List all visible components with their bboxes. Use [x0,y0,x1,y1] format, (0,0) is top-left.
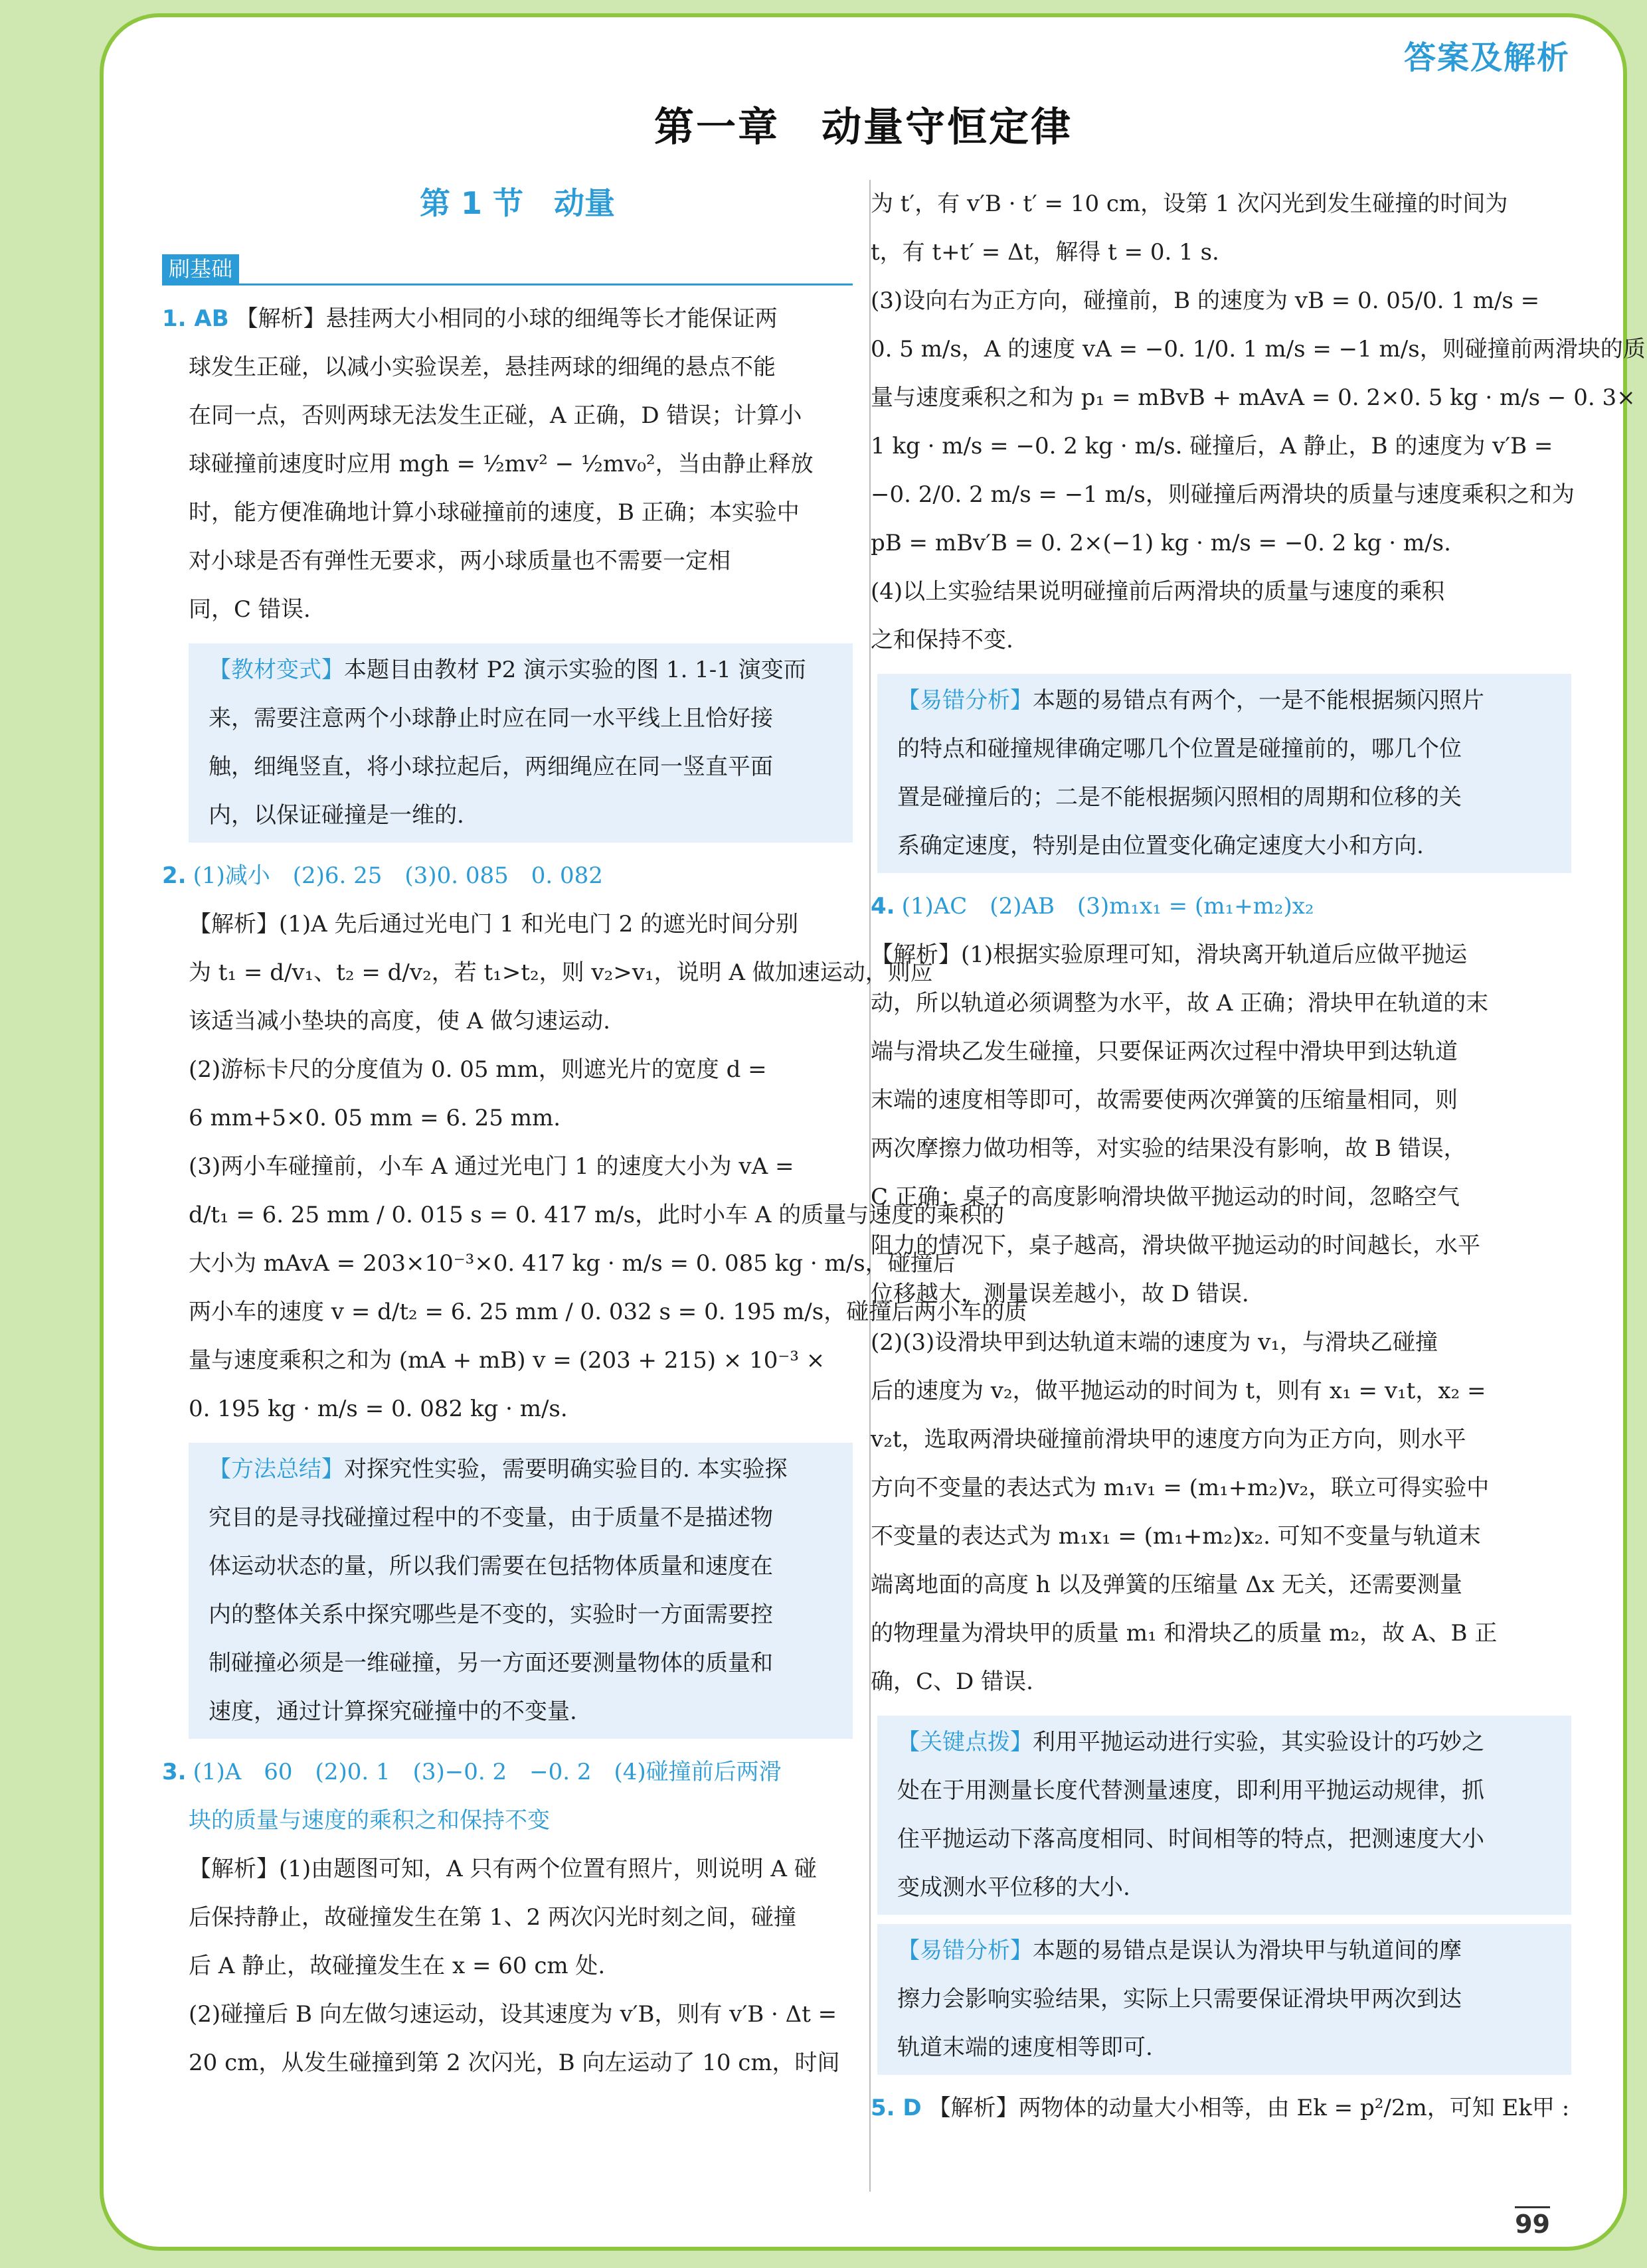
note-line: 触，细绳竖直，将小球拉起后，两细绳应在同一竖直平面 [209,754,773,780]
question-answer-line [871,2084,1571,2133]
text-line: 后的速度为 v₂，做平抛运动的时间为 t，则有 x₁ = v₁t，x₂ = [871,1378,1486,1404]
note-line: 轨道末端的速度相等即可. [897,2034,1153,2061]
note-line: 住平抛运动下落高度相同、时间相等的特点，把测速度大小 [897,1826,1484,1852]
question-answer-line [162,295,853,343]
text-line: −0. 2/0. 2 m/s = −1 m/s，则碰撞后两滑块的质量与速度乘积之和为 [871,481,1575,508]
text-line: 0. 195 kg · m/s = 0. 082 kg · m/s. [189,1396,568,1422]
text-line: 量与速度乘积之和为 (mA + mB) v = (203 + 215) × 10⁻³ × [189,1347,825,1374]
text-line: 同，C 错误. [189,596,311,623]
question-answer-line [162,1748,853,1797]
text-line: 端离地面的高度 h 以及弹簧的压缩量 Δx 无关，还需要测量 [871,1572,1462,1598]
text-line: 的物理量为滑块甲的质量 m₁ 和滑块乙的质量 m₂，故 A、B 正 [871,1620,1498,1647]
note-line: 内的整体关系中探究哪些是不变的，实验时一方面需要控 [209,1601,773,1628]
note-box [877,1924,1571,2075]
note-line: 来，需要注意两个小球静止时应在同一水平线上且恰好接 [209,705,773,732]
note-box [877,1716,1571,1915]
text-line: 不变量的表达式为 m₁x₁ = (m₁+m₂)x₂. 可知不变量与轨道末 [871,1523,1481,1550]
right-column [871,180,1646,2133]
note-label: 【易错分析】 [897,687,1033,714]
practice-tag-bar [162,254,853,285]
note-label: 【方法总结】 [209,1456,344,1483]
text-line: 为 t₁ = d/v₁、t₂ = d/v₂，若 t₁>t₂，则 v₂>v₁，说明 A 做加速运动，则应 [189,959,933,986]
question-answer-line [871,882,1571,931]
note-box [877,674,1571,873]
text-line: 阻力的情况下，桌子越高，滑块做平抛运动的时间越长，水平 [871,1232,1480,1259]
note-box [189,1443,853,1739]
text-line: 动，所以轨道必须调整为水平，故 A 正确；滑块甲在轨道的末 [871,990,1489,1016]
question-number: 4. [871,893,895,920]
note-label: 【教材变式】 [209,657,344,683]
text-line: 球碰撞前速度时应用 mgh = ½mv² − ½mv₀²，当由静止释放 [189,451,814,477]
text-line: 【解析】(1)由题图可知，A 只有两个位置有照片，则说明 A 碰 [189,1856,817,1882]
text-line: C 正确；桌子的高度影响滑块做平抛运动的时间，忽略空气 [871,1184,1460,1210]
note-line: 制碰撞必须是一维碰撞，另一方面还要测量物体的质量和 [209,1650,773,1676]
text-line: 位移越大，测量误差越小，故 D 错误. [871,1281,1249,1307]
note-line: 【易错分析】本题的易错点有两个，一是不能根据频闪照片 [897,687,1484,714]
text-line: 【解析】(1)A 先后通过光电门 1 和光电门 2 的遮光时间分别 [189,911,799,937]
note-line: 【易错分析】本题的易错点是误认为滑块甲与轨道间的摩 [897,1937,1462,1964]
note-line: 置是碰撞后的；二是不能根据频闪照相的周期和位移的关 [897,784,1462,811]
note-line: 内，以保证碰撞是一维的. [209,802,464,829]
note-label: 【易错分析】 [897,1937,1033,1964]
note-box [189,643,853,843]
text-line: 对小球是否有弹性无要求，两小球质量也不需要一定相 [189,548,731,574]
text-line: (3)设向右为正方向，碰撞前，B 的速度为 vB = 0. 05/0. 1 m/s = [871,287,1540,314]
note-line: 的特点和碰撞规律确定哪几个位置是碰撞前的，哪几个位 [897,736,1462,762]
text-line: 该适当减小垫块的高度，使 A 做匀速运动. [189,1008,610,1034]
text-line: 6 mm+5×0. 05 mm = 6. 25 mm. [189,1105,561,1131]
question-number: 3. [162,1759,187,1785]
note-line: 究目的是寻找碰撞过程中的不变量，由于质量不是描述物 [209,1504,773,1531]
question-answer-text: (1)AC (2)AB (3)m₁x₁ = (m₁+m₂)x₂ [901,893,1314,920]
text-line: 大小为 mAvA = 203×10⁻³×0. 417 kg · m/s = 0. 085 kg · m/s，碰撞后 [189,1250,956,1277]
text-line: 两次摩擦力做功相等，对实验的结果没有影响，故 B 错误， [871,1135,1466,1162]
text-line: (2)碰撞后 B 向左做匀速运动，设其速度为 v′B，则有 v′B · Δt = [189,2001,837,2028]
text-line: (2)(3)设滑块甲到达轨道末端的速度为 v₁，与滑块乙碰撞 [871,1329,1438,1356]
question-number: 2. [162,862,187,889]
note-line: 体运动状态的量，所以我们需要在包括物体质量和速度在 [209,1553,773,1580]
chapter-title: 第一章 动量守恒定律 [654,104,1073,151]
text-line: 两小车的速度 v = d/t₂ = 6. 25 mm / 0. 032 s = 0. 195 m/s，碰撞后两小车的质 [189,1299,1027,1325]
question-answer-text: (1)减小 (2)6. 25 (3)0. 085 0. 082 [193,862,603,889]
page [100,13,1646,2251]
text-line: t，有 t+t′ = Δt，解得 t = 0. 1 s. [871,239,1219,266]
text-line: (3)两小车碰撞前，小车 A 通过光电门 1 的速度大小为 vA = [189,1153,794,1180]
note-line: 擦力会影响实验结果，实际上只需要保证滑块甲两次到达 [897,1986,1462,2012]
text-line: (4)以上实验结果说明碰撞前后两滑块的质量与速度的乘积 [871,578,1445,605]
text-line: 后保持静止，故碰撞发生在第 1、2 两次闪光时刻之间，碰撞 [189,1904,796,1931]
note-line: 速度，通过计算探究碰撞中的不变量. [209,1698,577,1725]
question-answer-line [162,852,853,900]
text-line: 在同一点，否则两球无法发生正碰，A 正确，D 错误；计算小 [189,402,802,429]
note-label: 【关键点拨】 [897,1729,1033,1755]
right-body [871,180,1646,2133]
text-line: 【解析】(1)根据实验原理可知，滑块离开轨道后应做平抛运 [871,941,1468,968]
text-line: pB = mBv′B = 0. 2×(−1) kg · m/s = −0. 2 kg · m/s. [871,530,1451,556]
answer-section-tag: 答案及解析 [1403,39,1570,76]
text-line: 量与速度乘积之和为 p₁ = mBvB + mAvA = 0. 2×0. 5 kg · m/s − 0. 3× [871,384,1636,411]
text-line: d/t₁ = 6. 25 mm / 0. 015 s = 0. 417 m/s，此时小车 A 的质量与速度的乘积的 [189,1202,1005,1228]
note-line: 【教材变式】本题目由教材 P2 演示实验的图 1. 1-1 演变而 [209,657,806,683]
text-line: 20 cm，从发生碰撞到第 2 次闪光，B 向左运动了 10 cm，时间 [189,2050,840,2076]
text-line: 确，C、D 错误. [871,1668,1033,1695]
text-line: 块的质量与速度的乘积之和保持不变 [189,1807,550,1834]
question-number: 5. D [871,2095,922,2121]
question-number: 1. AB [162,305,229,332]
question-answer-text: 【解析】两物体的动量大小相等，由 Ek = p²/2m，可知 Ek甲 : [928,2095,1570,2121]
section-title: 第 1 节 动量 [419,185,616,221]
note-line: 处在于用测量长度代替测量速度，即利用平抛运动规律，抓 [897,1777,1484,1804]
note-line: 系确定速度，特别是由位置变化确定速度大小和方向. [897,833,1424,859]
note-line: 【关键点拨】利用平抛运动进行实验，其实验设计的巧妙之 [897,1729,1484,1755]
text-line: 方向不变量的表达式为 m₁v₁ = (m₁+m₂)v₂，联立可得实验中 [871,1475,1490,1501]
text-line: v₂t，选取两滑块碰撞前滑块甲的速度方向为正方向，则水平 [871,1426,1466,1453]
page-number: 99 [1515,2206,1550,2239]
text-line: 后 A 静止，故碰撞发生在 x = 60 cm 处. [189,1953,606,1979]
text-line: 之和保持不变. [871,627,1013,653]
text-line: 为 t′，有 v′B · t′ = 10 cm，设第 1 次闪光到发生碰撞的时间为 [871,191,1508,217]
text-line: (2)游标卡尺的分度值为 0. 05 mm，则遮光片的宽度 d = [189,1056,767,1083]
text-line: 末端的速度相等即可，故需要使两次弹簧的压缩量相同，则 [871,1087,1458,1113]
text-line: 时，能方便准确地计算小球碰撞前的速度，B 正确；本实验中 [189,499,800,526]
practice-tag: 刷基础 [162,254,239,284]
question-answer-text: (1)A 60 (2)0. 1 (3)−0. 2 −0. 2 (4)碰撞前后两滑 [193,1759,782,1785]
text-line: 1 kg · m/s = −0. 2 kg · m/s. 碰撞后，A 静止，B 的速度为 v′B = [871,433,1553,459]
note-line: 变成测水平位移的大小. [897,1874,1130,1901]
note-line: 【方法总结】对探究性实验，需要明确实验目的. 本实验探 [209,1456,788,1483]
text-line: 端与滑块乙发生碰撞，只要保证两次过程中滑块甲到达轨道 [871,1038,1458,1065]
question-answer-text: 【解析】悬挂两大小相同的小球的细绳等长才能保证两 [235,305,778,332]
text-line: 0. 5 m/s，A 的速度 vA = −0. 1/0. 1 m/s = −1 m/s，则碰撞前两滑块的质 [871,336,1646,363]
text-line: 球发生正碰，以减小实验误差，悬挂两球的细绳的悬点不能 [189,354,776,380]
